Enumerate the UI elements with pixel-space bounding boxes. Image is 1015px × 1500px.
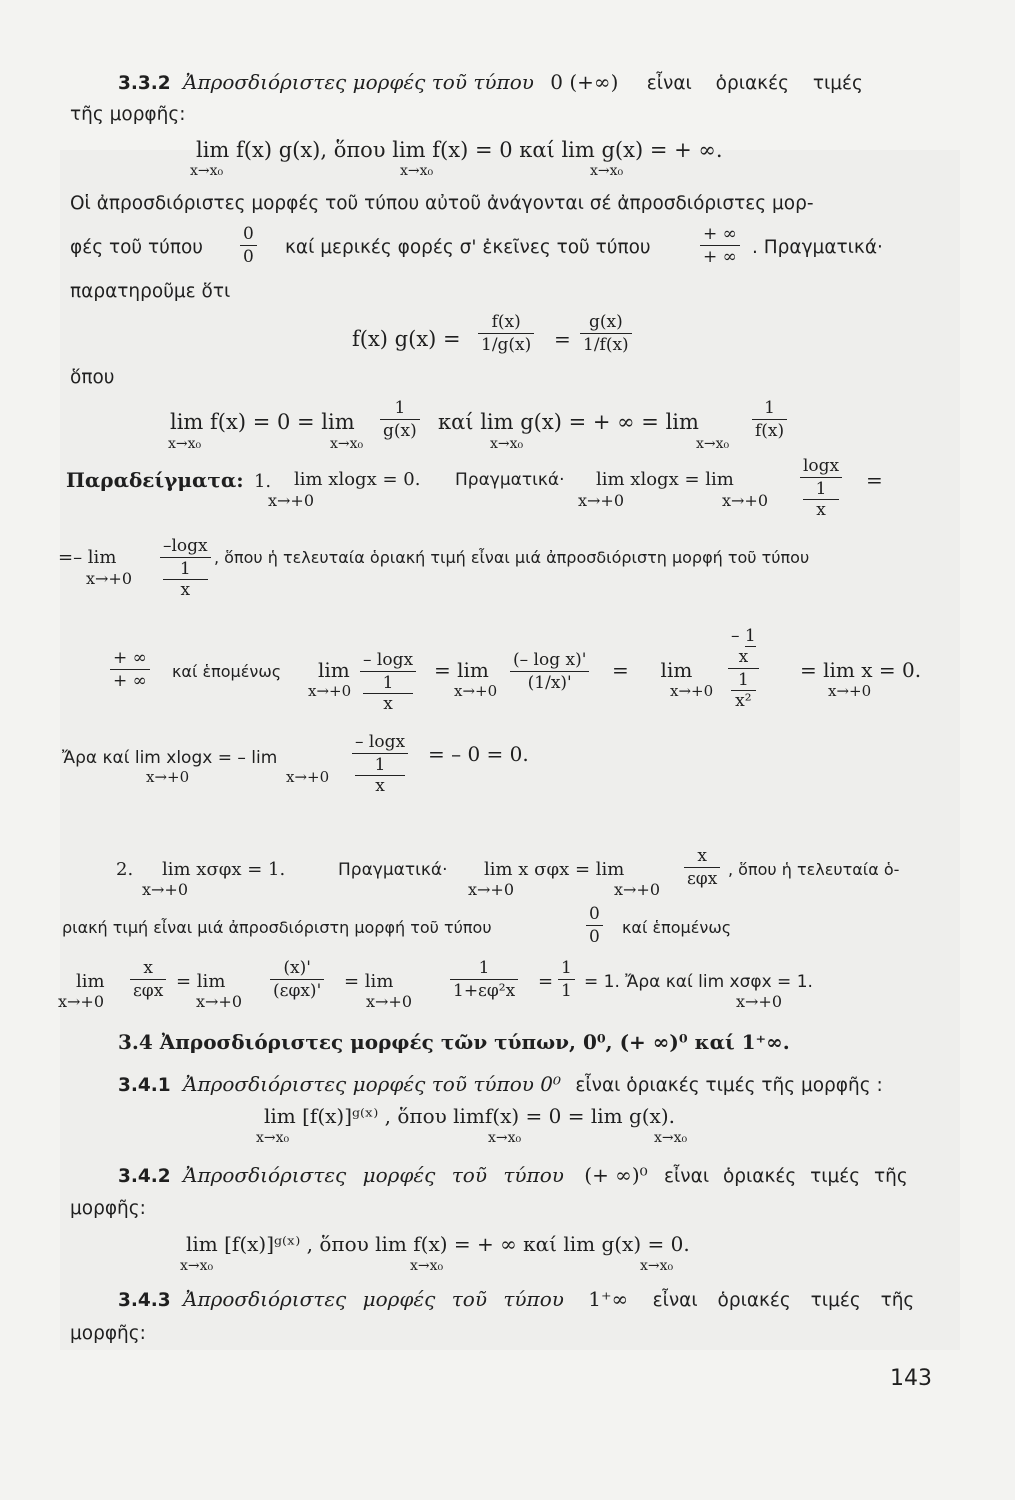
examples-heading-line — [66, 468, 271, 494]
lim-3: lim — [660, 658, 693, 682]
equation-2-left: lim f(x) = 0 = lim — [170, 410, 355, 434]
limit-sub-w: x→x₀ — [640, 1258, 674, 1274]
frac-num: x — [697, 846, 707, 866]
one: 1 — [731, 670, 756, 691]
paragraph-line-3: παρατηροῦμε ὅτι — [70, 281, 231, 302]
frac-den: 0 — [586, 925, 603, 947]
one: 1 — [744, 626, 756, 646]
frac-den: + ∞ — [110, 669, 150, 691]
frac-num: 0 — [589, 904, 600, 924]
eq-ex2-equals: = — [538, 971, 554, 992]
limit-sub-j: x→+0 — [286, 768, 330, 786]
example-2-number: 2. — [116, 859, 134, 880]
one: 1 — [355, 755, 405, 776]
frac-num: – 1 x — [731, 626, 756, 667]
example-2-line2: ριακή τιμή εἶναι μιά ἀπροσδιόριστη μορφή τοῦ τύπου — [62, 918, 492, 937]
example-2-really: Πραγματικά· — [338, 860, 448, 880]
one: 1 — [163, 559, 208, 580]
one: 1 — [363, 673, 413, 694]
limit-sub-r: x→x₀ — [256, 1130, 290, 1146]
example-number: 1. — [253, 471, 272, 492]
limit-sub-p: x→+0 — [366, 992, 413, 1011]
paragraph-line-2c: . Πραγματικά· — [752, 237, 883, 258]
frac-num: x — [143, 958, 153, 978]
section-rest: εἶναι ὁριακές τιμές τῆς — [664, 1166, 908, 1187]
limit-sub-u: x→x₀ — [180, 1258, 214, 1274]
limit-sub-o: x→+0 — [196, 992, 243, 1011]
section-title: Ἀπροσδιόριστες μορφές τοῦ τύπου 0⁰ — [183, 1072, 561, 1096]
section-rest: εἶναι ὁριακές τιμές — [646, 73, 863, 94]
frac-den: 1 — [558, 979, 575, 1001]
limit-sub-h: x→+0 — [828, 682, 872, 700]
limit-subscript-2: x→x₀ — [400, 163, 434, 179]
example-1-statement: lim xlogx = 0. — [294, 469, 421, 490]
equals-sign: = — [554, 327, 571, 351]
example-2-line2-end: καί ἑπομένως — [622, 918, 732, 937]
examples-heading: Παραδείγματα: — [66, 468, 244, 492]
limit-subscript-1: x→x₀ — [190, 163, 224, 179]
equation-2-right: καί lim g(x) = + ∞ = lim — [438, 410, 699, 434]
section-3-4-heading: 3.4 Ἀπροσδιόριστες μορφές τῶν τύπων, 0⁰, (+ ∞)⁰ καί 1⁺∞. — [118, 1030, 790, 1054]
example-1-really: Πραγματικά· — [455, 470, 565, 490]
frac-den: 1/f(x) — [580, 333, 632, 355]
section-title: Ἀπροσδιόριστες μορφές τοῦ τύπου — [183, 1163, 564, 1187]
frac-den: 1+εφ²x — [450, 979, 518, 1001]
limit-sub-n: x→+0 — [58, 992, 105, 1011]
x: x — [816, 500, 826, 520]
section-3-4-2-line2: μορφῆς: — [70, 1198, 146, 1219]
limit-definition-formula: lim f(x) g(x), ὅπου lim f(x) = 0 καί lim g(x) = + ∞. — [196, 138, 723, 162]
eq-lim-ex2-b: = lim — [176, 971, 226, 992]
paragraph-line-2b: καί μερικές φορές σ' ἐκεῖνες τοῦ τύπου — [285, 237, 651, 258]
one: 1 — [803, 479, 839, 500]
fraction-1-over-1-ef2 — [450, 958, 518, 1001]
eq-lim-ex2-c: = lim — [344, 971, 394, 992]
frac-den: 1/g(x) — [478, 333, 534, 355]
fraction-neglogx-over-1x — [160, 536, 211, 600]
example-2-where: , ὅπου ἡ τελευταία ὁ- — [728, 860, 900, 879]
fraction-inf-over-inf — [700, 224, 740, 267]
limit-subscript-6: x→x₀ — [490, 436, 524, 452]
section-type: 1⁺∞ — [588, 1287, 629, 1311]
lim-2: lim — [457, 658, 489, 682]
section-3-4-3-line1 — [118, 1287, 914, 1313]
frac-num: –logx — [163, 536, 208, 556]
limit-sub-v: x→x₀ — [410, 1258, 444, 1274]
limit-sub-b: x→+0 — [578, 491, 625, 510]
example-1-conclusion: Ἄρα καί lim xlogx = – lim — [62, 748, 278, 768]
limit-sub-q: x→+0 — [736, 992, 783, 1011]
frac-num: logx — [803, 456, 840, 476]
frac-num: 1 — [394, 398, 406, 418]
paragraph-line-1: Οἱ ἀπροσδιόριστες μορφές τοῦ τύπου αὐτοῦ ἀνάγονται σέ ἀπροσδιόριστες μορ- — [70, 193, 814, 214]
fraction-x-efx-2 — [130, 958, 166, 1001]
x: x — [180, 580, 191, 600]
frac-den: g(x) — [380, 419, 420, 441]
example-1-chain: lim xlogx = lim — [596, 469, 734, 490]
frac-den: εφx — [684, 867, 720, 889]
fraction-neg1x-over-1x2 — [728, 626, 759, 711]
section-rest: εἶναι ὁριακές τιμές τῆς μορφῆς : — [575, 1075, 883, 1096]
section-3-4-3-line2: μορφῆς: — [70, 1323, 146, 1344]
frac-den: (1/x)' — [510, 671, 589, 693]
lim-1: lim — [318, 658, 350, 682]
section-3-3-2-line2: τῆς μορφῆς: — [70, 104, 186, 125]
section-title: Ἀπροσδιόριστες μορφές τοῦ τύπου — [183, 70, 534, 94]
limit-sub-a: x→+0 — [268, 491, 315, 510]
section-number: 3.4.3 — [118, 1290, 171, 1311]
frac-den — [352, 753, 408, 796]
section-type: 0 (+∞) — [550, 70, 619, 94]
x2: x² — [735, 691, 752, 711]
frac-num: – logx — [363, 650, 414, 670]
equation-fraction-g-over-1f — [580, 312, 632, 355]
section-3-4-2-formula: lim [f(x)]ᵍ⁽ˣ⁾ , ὅπου lim f(x) = + ∞ καί lim g(x) = 0. — [186, 1232, 690, 1256]
frac-num: g(x) — [588, 312, 623, 332]
equation-fg-left: f(x) g(x) = — [352, 327, 461, 351]
eq-lim-2: = lim — [434, 658, 489, 682]
frac-num: 1 — [764, 398, 775, 418]
example-2-chain: lim x σφx = lim — [484, 859, 625, 880]
frac-den — [160, 557, 211, 600]
frac-num: f(x) — [491, 312, 521, 332]
eq-final-1: = lim x = 0. — [800, 658, 922, 682]
page-number: 143 — [890, 1366, 932, 1391]
section-number: 3.4.1 — [118, 1075, 171, 1096]
where-label: ὅπου — [70, 367, 115, 388]
frac-num: 1 — [478, 958, 490, 978]
frac-den: εφx — [130, 979, 166, 1001]
section-3-4-1-line — [118, 1072, 883, 1098]
section-3-4-2-line1 — [118, 1163, 908, 1189]
limit-sub-f: x→+0 — [454, 682, 498, 700]
fraction-logx-over-1x — [800, 456, 842, 520]
limit-subscript-3: x→x₀ — [590, 163, 624, 179]
section-number: 3.3.2 — [118, 73, 171, 94]
eq-lim-3: = lim — [612, 658, 693, 682]
frac-den — [728, 668, 759, 711]
frac-den: (εφx)' — [270, 979, 324, 1001]
limit-sub-e: x→+0 — [308, 682, 352, 700]
frac-num: 0 — [243, 224, 254, 244]
limit-subscript-7: x→x₀ — [696, 436, 730, 452]
section-title: Ἀπροσδιόριστες μορφές τοῦ τύπου — [183, 1287, 564, 1311]
frac-den — [360, 671, 416, 714]
fraction-1-over-fx — [752, 398, 787, 441]
fraction-inf-inf-2 — [110, 648, 150, 691]
x: x — [375, 776, 385, 796]
limit-sub-c: x→+0 — [722, 491, 769, 510]
limit-sub-k: x→+0 — [142, 880, 189, 899]
example-1-equals: = — [866, 468, 883, 492]
fraction-neglogx-1x-c — [352, 732, 408, 796]
example-1-conclusion-end: = – 0 = 0. — [428, 742, 529, 766]
fraction-zero-over-zero — [240, 224, 257, 267]
fraction-1-over-1 — [558, 958, 575, 1001]
limit-subscript-4: x→x₀ — [168, 436, 202, 452]
section-3-4-1-formula: lim [f(x)]ᵍ⁽ˣ⁾ , ὅπου limf(x) = 0 = lim g(x). — [264, 1104, 675, 1128]
fraction-1-over-gx — [380, 398, 420, 441]
frac-den: + ∞ — [700, 245, 740, 267]
frac-den: 0 — [240, 245, 257, 267]
limit-sub-g: x→+0 — [670, 682, 714, 700]
limit-sub-i: x→+0 — [146, 768, 190, 786]
frac-num: + ∞ — [113, 648, 147, 668]
example-1-line2-lim: =– lim — [58, 547, 117, 568]
frac-num: + ∞ — [703, 224, 737, 244]
example-2-conclusion: = 1. Ἄρα καί lim xσφx = 1. — [584, 972, 813, 992]
paragraph-line-2a: φές τοῦ τύπου — [70, 237, 203, 258]
fraction-zero-zero-2 — [586, 904, 603, 947]
limit-sub-s: x→x₀ — [488, 1130, 522, 1146]
fraction-xprime-efxprime — [270, 958, 324, 1001]
limit-subscript-5: x→x₀ — [330, 436, 364, 452]
example-2-statement: lim xσφx = 1. — [162, 859, 286, 880]
example-1-therefore: καί ἑπομένως — [172, 662, 282, 681]
frac-den — [800, 477, 842, 520]
section-type: (+ ∞)⁰ — [584, 1163, 648, 1187]
limit-sub-d: x→+0 — [86, 569, 133, 588]
frac-num: – logx — [355, 732, 406, 752]
section-number: 3.4.2 — [118, 1166, 171, 1187]
limit-sub-t: x→x₀ — [654, 1130, 688, 1146]
equation-fraction-f-over-1g — [478, 312, 534, 355]
section-rest: εἶναι ὁριακές τιμές τῆς — [652, 1290, 915, 1311]
frac-num: (x)' — [283, 958, 311, 978]
section-3-3-2-line1 — [118, 70, 863, 96]
frac-den: f(x) — [752, 419, 787, 441]
lim-ex2-a: lim — [76, 971, 105, 992]
fraction-derivative — [510, 650, 589, 693]
frac-num: 1 — [561, 958, 572, 978]
frac-num: (– log x)' — [513, 650, 587, 670]
fraction-x-over-efx — [684, 846, 720, 889]
limit-sub-m: x→+0 — [614, 880, 661, 899]
limit-sub-l: x→+0 — [468, 880, 515, 899]
example-1-line2-text: , ὅπου ἡ τελευταία ὁριακή τιμή εἶναι μιά ἀπροσδιόριστη μορφή τοῦ τύπου — [214, 548, 810, 567]
x: x — [738, 647, 749, 667]
x: x — [383, 694, 393, 714]
fraction-neglogx-1x-b — [360, 650, 416, 714]
